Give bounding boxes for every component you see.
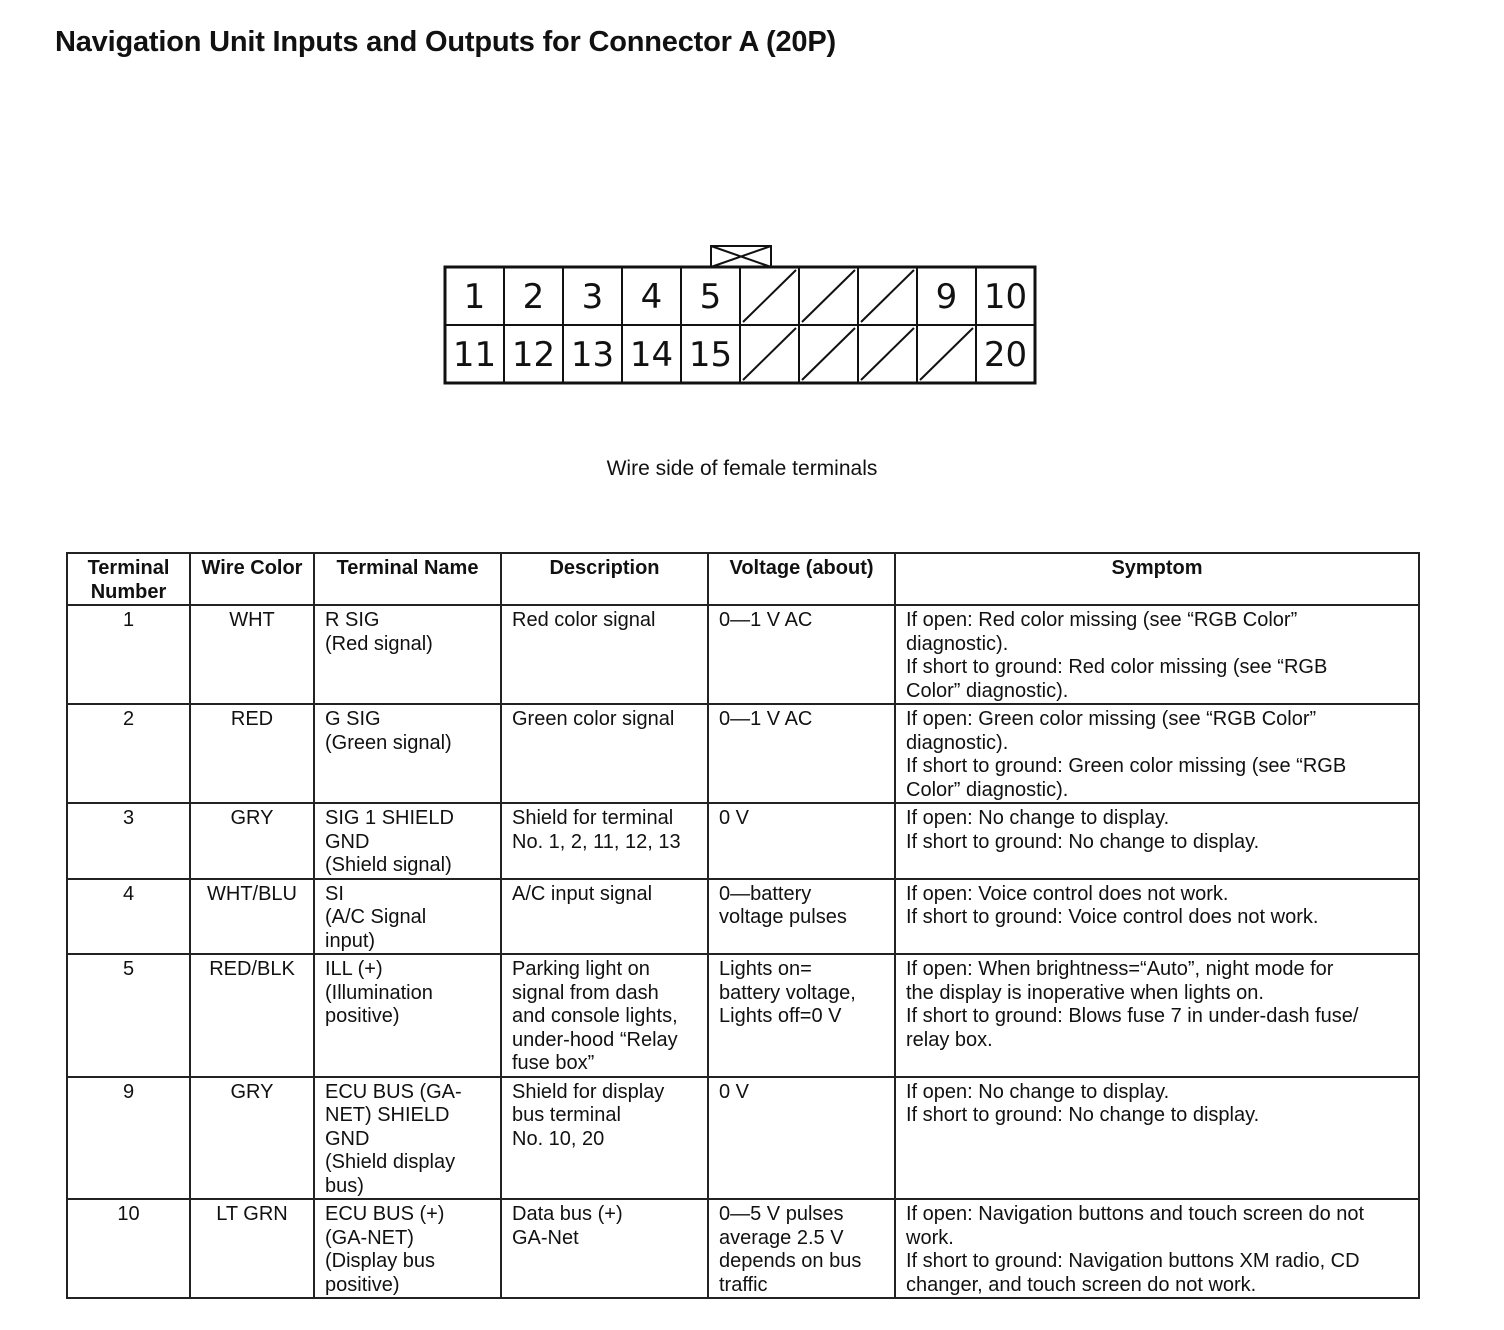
diagram-caption: Wire side of female terminals	[606, 457, 878, 480]
cell-line: Green color signal	[512, 708, 675, 730]
cell-line: (Green signal)	[325, 731, 452, 754]
cell-line: NET) SHIELD	[325, 1104, 450, 1126]
cell-line: 0 V	[719, 1080, 750, 1103]
cell-description	[501, 1077, 708, 1200]
cell-line: fuse box”	[512, 1052, 595, 1074]
cell-terminal-name	[314, 803, 501, 879]
cell-voltage	[708, 879, 895, 955]
cell-line: If open: No change to display.	[906, 1080, 1170, 1103]
cell-voltage	[708, 605, 895, 704]
cell-line: ECU BUS (GA-	[325, 1080, 462, 1103]
cell-line: 0—1 V AC	[719, 708, 813, 730]
cell-line: If short to ground: Green color missing (see “RGB	[906, 755, 1347, 777]
cell-line: work.	[906, 1226, 954, 1249]
table-row	[67, 803, 1419, 879]
cell-wire-color: LT GRN	[190, 1199, 314, 1298]
cell-terminal: 3	[67, 803, 190, 879]
cell-terminal: 10	[67, 1199, 190, 1298]
terminal-number-label: 3	[581, 277, 604, 317]
cell-terminal-name	[314, 879, 501, 955]
cell-line: If open: When brightness=“Auto”, night mode for	[906, 958, 1334, 980]
cell-line: If short to ground: No change to display.	[906, 830, 1260, 853]
header-symptom: Symptom	[895, 553, 1419, 605]
cell-line: (Red signal)	[325, 632, 433, 655]
cell-line: 0—battery	[719, 882, 812, 905]
table-row	[67, 704, 1419, 803]
cell-terminal: 1	[67, 605, 190, 704]
terminal-number-label: 4	[640, 277, 663, 317]
cell-line: input)	[325, 929, 376, 952]
terminal-number-label: 5	[699, 277, 722, 317]
cell-line: bus)	[325, 1174, 364, 1197]
cell-line: voltage pulses	[719, 906, 847, 928]
cell-line: ECU BUS (+)	[325, 1203, 445, 1225]
cell-line: Color” diagnostic).	[906, 679, 1069, 702]
cell-line: If short to ground: Blows fuse 7 in under-dash fuse/	[906, 1005, 1359, 1027]
cell-line: GND	[325, 830, 370, 853]
cell-line: Parking light on	[512, 958, 650, 980]
cell-line: Shield for display	[512, 1080, 665, 1103]
cell-voltage	[708, 1077, 895, 1200]
cell-line: GND	[325, 1127, 370, 1150]
cell-terminal-name	[314, 1077, 501, 1200]
cell-line: No. 1, 2, 11, 12, 13	[512, 830, 681, 853]
cell-terminal: 4	[67, 879, 190, 955]
connector-grid	[445, 267, 1035, 383]
cell-line: positive)	[325, 1005, 400, 1027]
cell-line: GA-Net	[512, 1226, 579, 1249]
cell-line: If open: No change to display.	[906, 807, 1170, 829]
table-row	[67, 605, 1419, 704]
cell-voltage	[708, 954, 895, 1077]
cell-description	[501, 954, 708, 1077]
terminal-number-label: 12	[511, 335, 556, 375]
cell-terminal-name	[314, 954, 501, 1077]
cell-line: If short to ground: No change to display.	[906, 1104, 1260, 1126]
cell-line: changer, and touch screen do not work.	[906, 1273, 1257, 1296]
cell-symptom	[895, 803, 1419, 879]
terminal-number-label: 20	[983, 335, 1028, 375]
cell-line: (Shield display	[325, 1151, 456, 1173]
cell-voltage	[708, 803, 895, 879]
cell-terminal-name	[314, 605, 501, 704]
header-wire-color: Wire Color	[190, 553, 314, 605]
cell-symptom	[895, 954, 1419, 1077]
table-row	[67, 1077, 1419, 1200]
cell-description	[501, 605, 708, 704]
cell-line: diagnostic).	[906, 632, 1009, 655]
cell-line: Shield for terminal	[512, 807, 674, 829]
cell-line: If open: Green color missing (see “RGB Color”	[906, 708, 1317, 730]
cell-symptom	[895, 704, 1419, 803]
cell-line: Red color signal	[512, 609, 656, 631]
cell-line: bus terminal	[512, 1104, 621, 1126]
terminal-number-label: 9	[935, 277, 958, 317]
connector-lock-tab	[711, 246, 771, 267]
empty-cavity-slash	[802, 270, 855, 322]
terminal-number-label: 13	[570, 335, 615, 375]
cell-description	[501, 879, 708, 955]
cell-line: 0 V	[719, 807, 750, 829]
cell-line: G SIG	[325, 708, 381, 730]
cell-line: relay box.	[906, 1028, 993, 1051]
empty-cavity-slash	[920, 328, 973, 380]
cell-description	[501, 704, 708, 803]
terminal-number-label: 10	[983, 277, 1028, 317]
cell-wire-color: GRY	[190, 803, 314, 879]
table-row	[67, 954, 1419, 1077]
cell-line: If short to ground: Voice control does not work.	[906, 906, 1319, 928]
cell-symptom	[895, 1199, 1419, 1298]
terminal-number-label: 1	[463, 277, 486, 317]
cell-line: 0—1 V AC	[719, 609, 813, 631]
cell-line: A/C input signal	[512, 882, 653, 905]
cell-line: ILL (+)	[325, 958, 383, 980]
empty-cavity-slash	[802, 328, 855, 380]
terminal-number-label: 2	[522, 277, 545, 317]
cell-line: (Display bus	[325, 1250, 436, 1272]
cell-terminal: 5	[67, 954, 190, 1077]
cell-line: Data bus (+)	[512, 1203, 623, 1225]
terminal-table	[66, 552, 1420, 1299]
empty-cavity-slash	[861, 328, 914, 380]
cell-terminal-name	[314, 1199, 501, 1298]
cell-line: (Shield signal)	[325, 854, 452, 876]
cell-wire-color: RED	[190, 704, 314, 803]
cell-line: signal from dash	[512, 981, 659, 1004]
cell-wire-color: GRY	[190, 1077, 314, 1200]
cell-line: depends on bus	[719, 1250, 862, 1272]
cell-terminal: 9	[67, 1077, 190, 1200]
cell-line: (GA-NET)	[325, 1226, 414, 1249]
header-terminal-number: Terminal Number	[67, 553, 190, 605]
cell-line: No. 10, 20	[512, 1127, 605, 1150]
cell-voltage	[708, 1199, 895, 1298]
terminal-number-label: 14	[629, 335, 674, 375]
cell-line: positive)	[325, 1273, 400, 1296]
cell-line: diagnostic).	[906, 731, 1009, 754]
cell-wire-color: WHT/BLU	[190, 879, 314, 955]
cell-line: Lights off=0 V	[719, 1005, 842, 1027]
cell-symptom	[895, 605, 1419, 704]
cell-line: SIG 1 SHIELD	[325, 807, 454, 829]
cell-line: (A/C Signal	[325, 906, 427, 928]
cell-line: If short to ground: Red color missing (see “RGB	[906, 656, 1328, 678]
cell-line: (Illumination	[325, 981, 433, 1004]
cell-terminal: 2	[67, 704, 190, 803]
empty-cavity-slash	[861, 270, 914, 322]
table-row	[67, 879, 1419, 955]
cell-line: SI	[325, 882, 344, 905]
connector-diagram	[440, 244, 1040, 390]
page-title: Navigation Unit Inputs and Outputs for Connector A (20P)	[55, 26, 836, 58]
empty-cavity-slash	[743, 328, 796, 380]
cell-line: 0—5 V pulses	[719, 1203, 844, 1225]
cell-line: battery voltage,	[719, 981, 856, 1004]
cell-description	[501, 803, 708, 879]
header-terminal-name: Terminal Name	[314, 553, 501, 605]
cell-line: If open: Navigation buttons and touch screen do not	[906, 1203, 1365, 1225]
empty-cavity-slash	[743, 270, 796, 322]
cell-voltage	[708, 704, 895, 803]
terminal-number-label: 11	[452, 335, 497, 375]
cell-line: and console lights,	[512, 1005, 678, 1027]
cell-wire-color: WHT	[190, 605, 314, 704]
cell-line: R SIG	[325, 609, 380, 631]
header-voltage: Voltage (about)	[708, 553, 895, 605]
cell-symptom	[895, 1077, 1419, 1200]
table-row	[67, 1199, 1419, 1298]
cell-line: If open: Red color missing (see “RGB Color”	[906, 609, 1298, 631]
table-header-row	[67, 553, 1419, 605]
cell-line: If open: Voice control does not work.	[906, 882, 1229, 905]
cell-line: average 2.5 V	[719, 1226, 844, 1249]
cell-symptom	[895, 879, 1419, 955]
cell-wire-color: RED/BLK	[190, 954, 314, 1077]
cell-line: under-hood “Relay	[512, 1028, 678, 1051]
terminal-number-label: 15	[688, 335, 733, 375]
cell-line: If short to ground: Navigation buttons XM radio, CD	[906, 1250, 1360, 1272]
cell-line: Lights on=	[719, 958, 812, 980]
cell-line: Color” diagnostic).	[906, 778, 1069, 801]
cell-line: the display is inoperative when lights on.	[906, 981, 1264, 1004]
cell-line: traffic	[719, 1273, 768, 1296]
header-description: Description	[501, 553, 708, 605]
cell-terminal-name	[314, 704, 501, 803]
cell-description	[501, 1199, 708, 1298]
